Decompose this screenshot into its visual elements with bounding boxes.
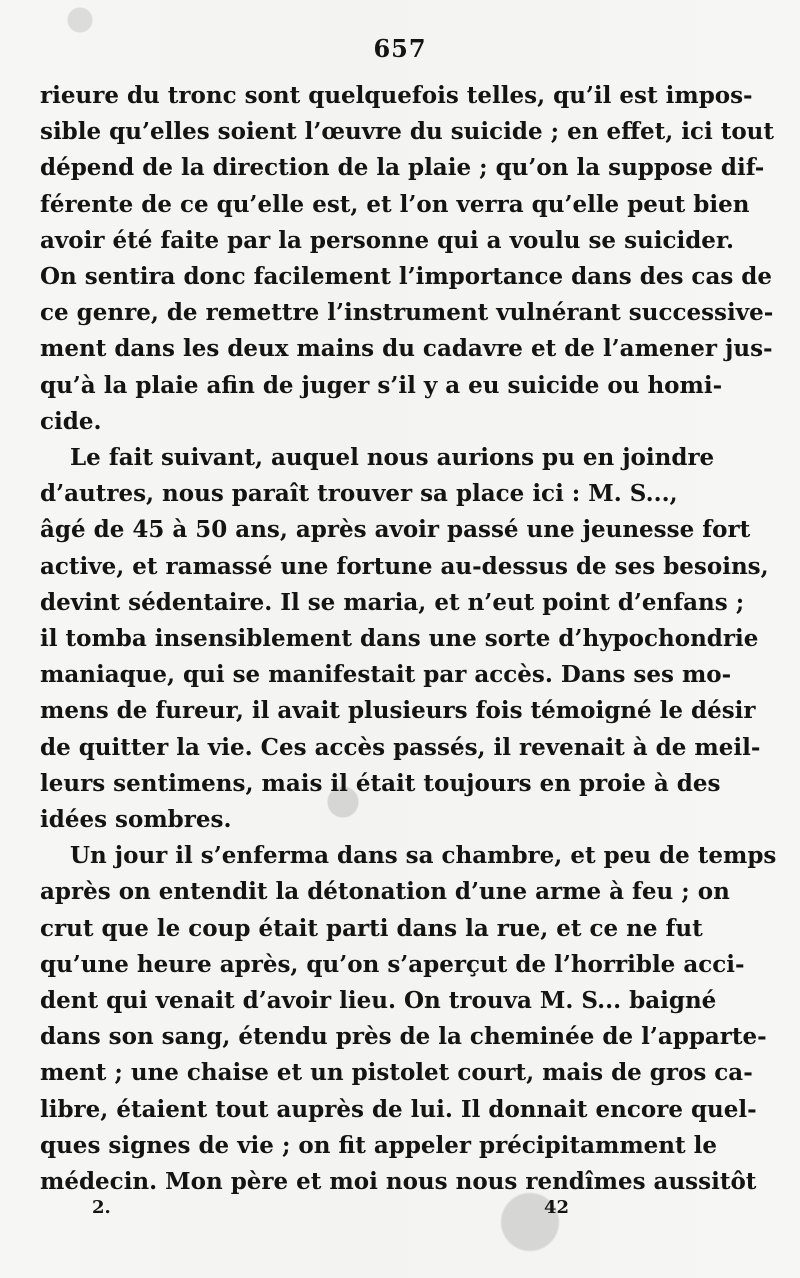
text-line: médecin. Mon père et moi nous nous rendîmes aussitôt [40, 1168, 757, 1196]
text-line: leurs sentimens, mais il était toujours en proie à des [40, 769, 721, 797]
text-line: qu’à la plaie afin de juger s’il y a eu suicide ou homi- [40, 371, 723, 399]
text-line: ques signes de vie ; on fit appeler précipitamment le [40, 1131, 718, 1159]
text-line: qu’une heure après, qu’on s’aperçut de l’horrible acci- [40, 950, 745, 978]
text-line: cide. [40, 407, 102, 435]
body-text [40, 78, 777, 1200]
text-line: sible qu’elles soient l’œuvre du suicide ; en effet, ici tout [40, 118, 775, 146]
text-line: rieure du tronc sont quelquefois telles, qu’il est impos- [40, 82, 753, 109]
text-line: idées sombres. [40, 806, 232, 834]
text-line: devint sédentaire. Il se maria, et n’eut point d’enfans ; [40, 588, 745, 616]
text-line: Le fait suivant, auquel nous aurions pu en joindre [70, 444, 715, 472]
text-line: de quitter la vie. Ces accès passés, il revenait à de meil- [40, 733, 761, 761]
text-line: maniaque, qui se manifestait par accès. Dans ses mo- [40, 661, 732, 689]
text-line: dans son sang, étendu près de la cheminée de l’apparte- [40, 1023, 767, 1051]
signature-mark: 2. [92, 1197, 111, 1218]
text-line: Un jour il s’enferma dans sa chambre, et peu de temps [70, 842, 777, 870]
page-number: 657 [373, 34, 427, 63]
text-line: il tomba insensiblement dans une sorte d’hypochondrie [40, 625, 759, 653]
text-line: active, et ramassé une fortune au-dessus de ses besoins, [40, 552, 769, 580]
text-line: âgé de 45 à 50 ans, après avoir passé une jeunesse fort [40, 516, 751, 544]
text-line: d’autres, nous paraît trouver sa place ici : M. S..., [40, 480, 678, 508]
gathering-number: 42 [544, 1197, 570, 1218]
text-line: crut que le coup était parti dans la rue, et ce ne fut [40, 914, 703, 942]
text-line: après on entendit la détonation d’une arme à feu ; on [40, 878, 730, 906]
text-line: avoir été faite par la personne qui a voulu se suicider. [40, 226, 734, 254]
text-line: libre, étaient tout auprès de lui. Il donnait encore quel- [40, 1095, 757, 1123]
text-line: férente de ce qu’elle est, et l’on verra qu’elle peut bien [40, 190, 750, 218]
text-line: ment ; une chaise et un pistolet court, mais de gros ca- [40, 1059, 753, 1087]
text-line: dépend de la direction de la plaie ; qu’on la suppose dif- [40, 154, 765, 182]
text-line: mens de fureur, il avait plusieurs fois témoigné le désir [40, 697, 756, 725]
text-line: On sentira donc facilement l’importance dans des cas de [40, 263, 773, 291]
text-line: dent qui venait d’avoir lieu. On trouva M. S... baigné [40, 987, 717, 1015]
text-line: ce genre, de remettre l’instrument vulnérant successive- [40, 299, 774, 327]
text-line: ment dans les deux mains du cadavre et de l’amener jus- [40, 335, 773, 363]
